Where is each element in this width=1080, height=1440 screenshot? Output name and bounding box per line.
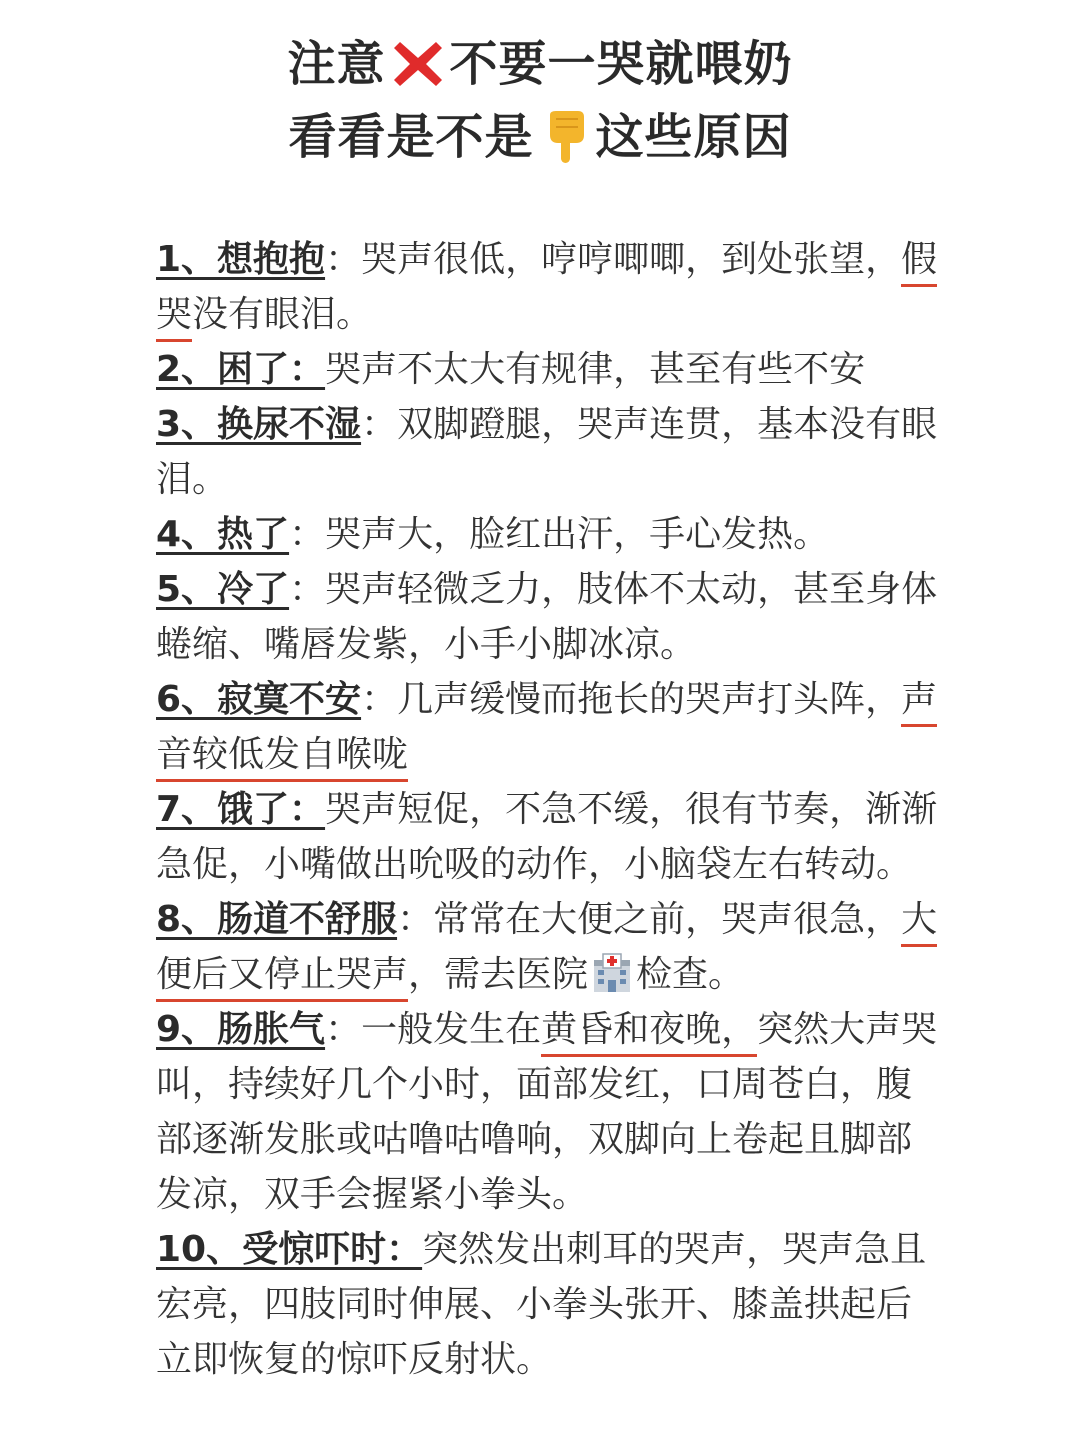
item-sep: ： <box>289 514 326 555</box>
item-text: 哭声大，脸红出汗，手心发热。 <box>325 514 830 555</box>
item-text: 没有眼泪。 <box>192 294 373 335</box>
item-text: 突然发出刺耳的哭声，哭声急且宏亮，四肢同时伸展、小拳头张开、膝盖拱起后立即恢复的惊吓反射状。 <box>156 1229 927 1380</box>
title-line-2 <box>0 99 1080 172</box>
item-sep: ： <box>289 569 326 610</box>
item-label: 10、受惊吓时： <box>156 1229 423 1270</box>
pointing-down-icon <box>544 109 588 165</box>
list-item-9 <box>156 1002 946 1222</box>
item-label: 3、换尿不湿 <box>156 404 362 445</box>
item-label: 2、困了： <box>156 349 326 390</box>
item-label: 1、想抱抱 <box>156 239 326 280</box>
title-block <box>0 26 1080 172</box>
item-sep: ： <box>325 239 362 280</box>
cross-mark-icon <box>390 36 446 92</box>
item-text: 哭声短促，不急不缓，很有节奏，渐渐急促，小嘴做出吮吸的动作，小脑袋左右转动。 <box>156 789 938 885</box>
item-sep: ： <box>361 404 398 445</box>
highlight-underline: 大便后又停止哭声 <box>156 899 937 1002</box>
item-text: 一般发生在 <box>361 1009 542 1050</box>
title-text-2b: 这些原因 <box>595 109 792 165</box>
item-text: ，需去医院 <box>408 954 589 995</box>
item-text: 哭声不太大有规律，甚至有些不安 <box>325 349 866 390</box>
list-item-4 <box>156 507 946 562</box>
title-line-1 <box>0 26 1080 99</box>
item-label: 5、冷了 <box>156 569 290 610</box>
highlight-underline: 黄昏和夜晚， <box>541 1009 757 1057</box>
highlight-underline: 声音较低发自喉咙 <box>156 679 937 782</box>
list-item-10 <box>156 1222 946 1387</box>
title-text-1b: 不要一哭就喂奶 <box>449 36 793 92</box>
list-item-3 <box>156 397 946 507</box>
item-label: 6、寂寞不安 <box>156 679 362 720</box>
item-label: 9、肠胀气 <box>156 1009 326 1050</box>
item-text: 检查。 <box>636 954 745 995</box>
item-label: 4、热了 <box>156 514 290 555</box>
item-label: 7、饿了： <box>156 789 326 830</box>
item-text: 常常在大便之前，哭声很急， <box>433 899 902 940</box>
item-sep: ： <box>361 679 398 720</box>
list-item-6 <box>156 672 946 782</box>
item-text: 几声缓慢而拖长的哭声打头阵， <box>397 679 902 720</box>
item-text: 突然大声哭叫，持续好几个小时，面部发红，口周苍白，腹部逐渐发胀或咕噜咕噜响，双脚向上卷起且脚部发凉，双手会握紧小拳头。 <box>156 1009 938 1215</box>
list-item-8 <box>156 892 946 1002</box>
item-label: 8、肠道不舒服 <box>156 899 398 940</box>
hospital-icon <box>590 950 634 994</box>
item-sep: ： <box>397 899 434 940</box>
title-text-1a: 注意 <box>287 36 386 92</box>
list-item-2 <box>156 342 946 397</box>
content-list <box>156 232 946 1387</box>
item-text: 哭声轻微乏力，肢体不太动，甚至身体蜷缩、嘴唇发紫，小手小脚冰凉。 <box>156 569 938 665</box>
item-sep: ： <box>325 1009 362 1050</box>
item-text: 双脚蹬腿，哭声连贯，基本没有眼泪。 <box>156 404 938 500</box>
list-item-7 <box>156 782 946 892</box>
list-item-5 <box>156 562 946 672</box>
item-text: 哭声很低，哼哼唧唧，到处张望， <box>361 239 902 280</box>
title-text-2a: 看看是不是 <box>288 109 534 165</box>
list-item-1 <box>156 232 946 342</box>
highlight-underline: 假哭 <box>156 239 937 342</box>
